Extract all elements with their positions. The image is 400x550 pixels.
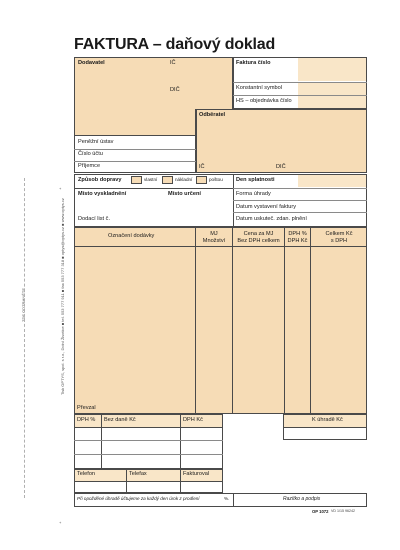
invoiced-by-label[interactable]: Fakturoval (183, 471, 210, 477)
late-payment-divider (233, 493, 234, 507)
fax-label[interactable]: Telefax (129, 471, 147, 477)
side-mark-top: + (59, 186, 62, 191)
delivery-note-label[interactable]: Dodací list č. (78, 216, 111, 222)
page-title: FAKTURA – daňový doklad (74, 36, 276, 53)
vat-column-divider (180, 414, 181, 469)
vat-percent-label: DPH % (77, 417, 96, 423)
order-number-field[interactable] (298, 96, 366, 108)
signature-label: Razítko a podpis (283, 496, 321, 502)
side-mark-bottom: + (59, 520, 62, 525)
vat-column-divider (101, 414, 102, 469)
column-divider (310, 227, 311, 414)
column-divider (232, 227, 233, 414)
divider (74, 188, 233, 189)
issue-date-label[interactable]: Datum vystavení faktury (236, 204, 296, 210)
constant-symbol-label: Konstantní symbol (236, 85, 283, 91)
divider (233, 212, 367, 213)
divider (74, 149, 196, 150)
divider (233, 200, 367, 201)
items-table[interactable] (74, 227, 367, 414)
transport-own-checkbox[interactable] (131, 176, 142, 184)
vat-base-label: Bez daně Kč (104, 417, 136, 423)
transport-own-label: vlastní (144, 177, 158, 182)
total-due-label: K úhradě Kč (312, 417, 343, 423)
transport-post-checkbox[interactable] (196, 176, 207, 184)
items-header-vat: DPH % DPH Kč (287, 231, 308, 244)
percent-sign: %. (224, 496, 230, 501)
due-date-label: Den splatnosti (236, 177, 275, 183)
column-divider (195, 227, 196, 414)
dispatch-place-label[interactable]: Místo vyskladnění (78, 191, 127, 197)
destination-label[interactable]: Místo určení (168, 191, 201, 197)
contact-column-divider (180, 469, 181, 493)
tear-line (24, 178, 25, 498)
tear-here-text: ZDE ODTRHNĚTE (21, 288, 26, 322)
vat-row-divider (74, 440, 223, 441)
transport-freight-label: nákladní (175, 177, 193, 182)
items-header-description: Označení dodávky (108, 233, 155, 239)
contact-column-divider (126, 469, 127, 493)
order-number-label: HS – objednávka číslo (236, 98, 292, 104)
divider (233, 188, 367, 189)
bank-institution-label[interactable]: Peněžní ústav (78, 139, 114, 145)
items-header-price: Cena za MJ Bez DPH celkem (237, 231, 280, 244)
total-due-divider (283, 427, 367, 428)
customer-dic-label: DIČ (276, 164, 286, 170)
recipient-label[interactable]: Příjemce (78, 163, 101, 169)
items-header-divider (74, 246, 367, 247)
due-date-field[interactable] (298, 175, 366, 187)
received-by-label[interactable]: Převzal (77, 405, 96, 411)
form-code-small: VD 1/15 96242 (331, 509, 355, 513)
items-header-total: Celkem Kč s DPH (325, 231, 353, 244)
divider (233, 95, 367, 96)
invoice-number-field[interactable] (298, 58, 366, 81)
printer-side-text: Tisk OPTYS, spol. s r.o., Dolní Životice ■ tel. 553 777 911 ■ fax 553 777 318 ■ optys@optys.cz ■ www.optys.cz (60, 198, 65, 395)
supplier-dic-label: DIČ (170, 87, 180, 93)
transport-freight-checkbox[interactable] (162, 176, 173, 184)
invoice-number-label: Faktura číslo (236, 60, 271, 66)
customer-label: Odběratel (199, 112, 226, 118)
phone-label[interactable]: Telefon (77, 471, 96, 477)
divider (74, 161, 196, 162)
customer-ic-label: IČ (199, 164, 205, 170)
divider (233, 82, 367, 83)
late-payment-note: Při opožděné úhradě účtujeme za každý den úrok z prodlení (77, 496, 200, 501)
supplier-label: Dodavatel (78, 60, 105, 66)
transport-post-label: poštou (209, 177, 223, 182)
constant-symbol-field[interactable] (298, 83, 366, 95)
vat-row-divider (74, 427, 223, 428)
taxable-date-label[interactable]: Datum uskuteč. zdan. plnění (236, 216, 307, 222)
form-code: OP 1072 (312, 509, 329, 514)
items-header-quantity: MJ Množství (202, 231, 226, 244)
vat-row-divider (74, 454, 223, 455)
account-number-label[interactable]: Číslo účtu (78, 151, 103, 157)
transport-label: Způsob dopravy (78, 177, 122, 183)
contact-divider (74, 481, 223, 482)
payment-method-label[interactable]: Forma úhrady (236, 191, 271, 197)
column-divider (284, 227, 285, 414)
supplier-ic-label: IČ (170, 60, 176, 66)
vat-amount-label: DPH Kč (183, 417, 203, 423)
